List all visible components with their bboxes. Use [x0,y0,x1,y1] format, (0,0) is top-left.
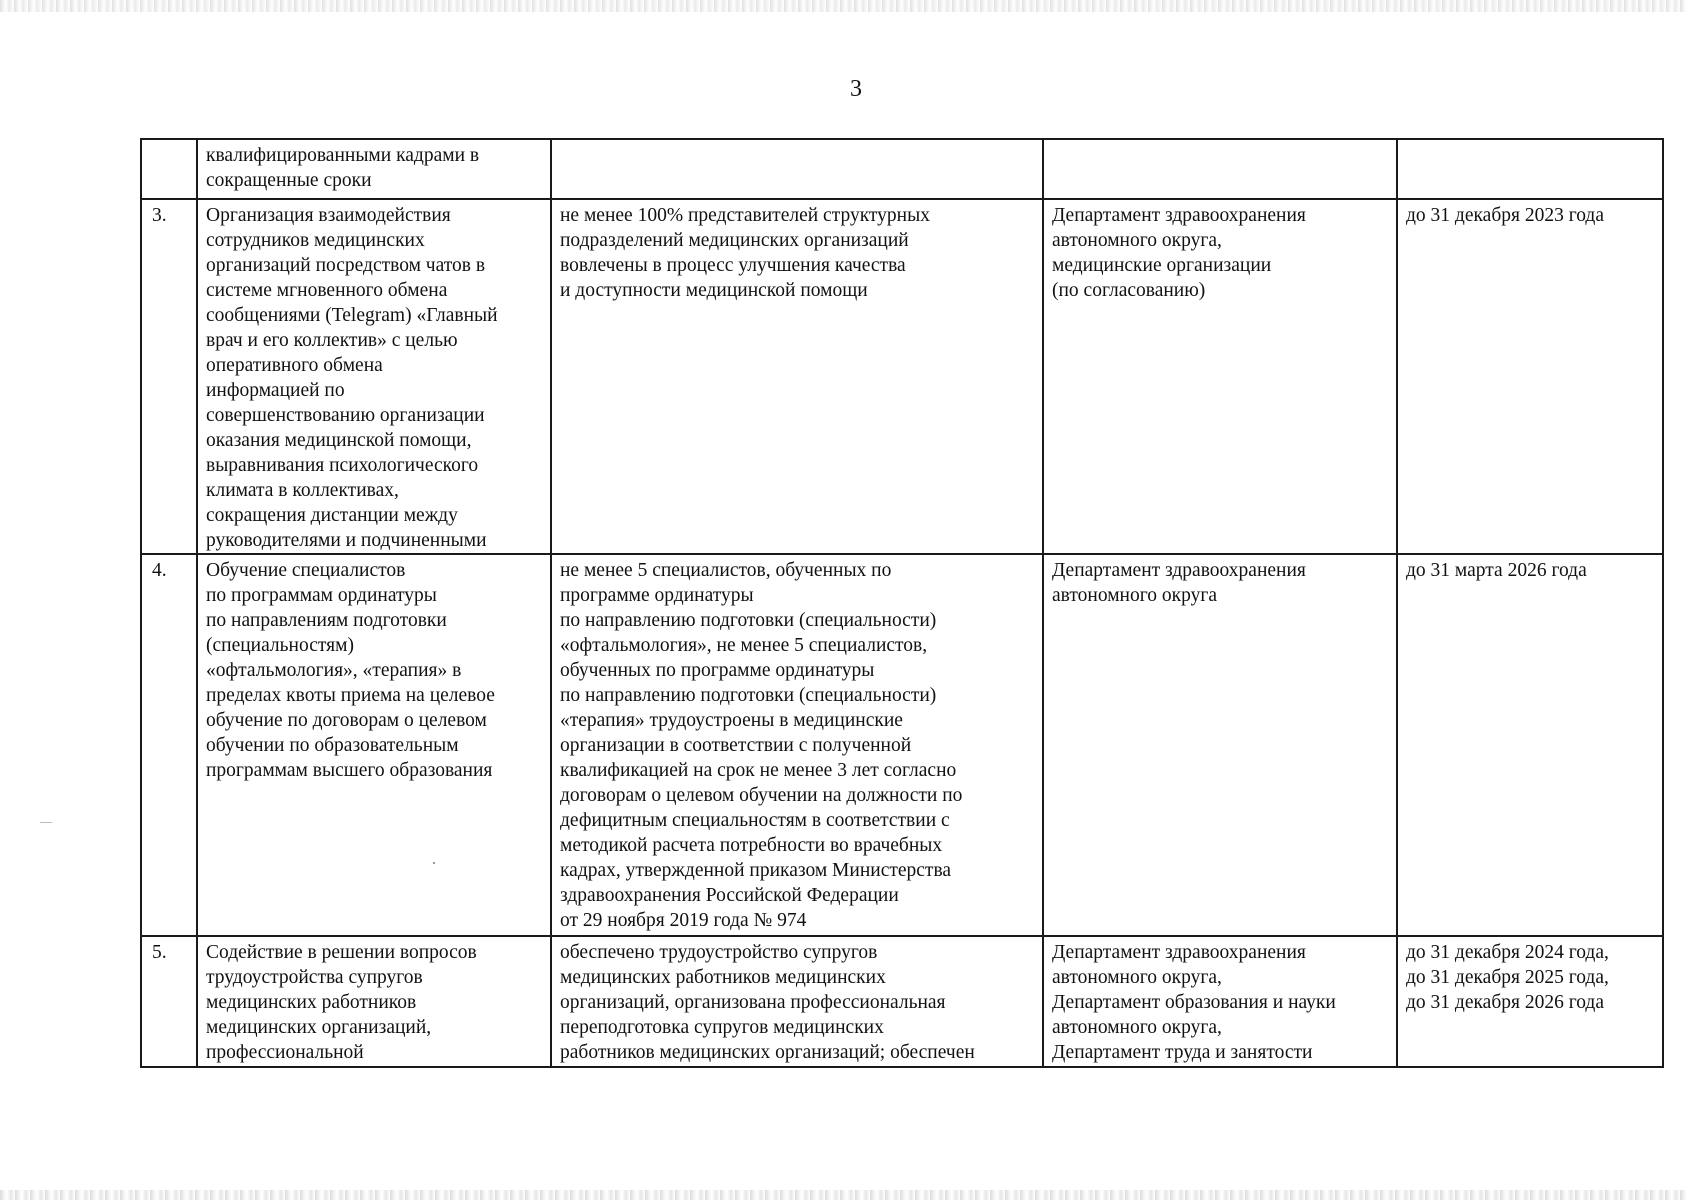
row-number-cell: 3. [141,199,197,554]
table-row [141,936,1663,1067]
deadline-cell: до 31 декабря 2024 года, до 31 декабря 2025 года, до 31 декабря 2026 года [1397,936,1663,1067]
margin-mark [40,822,52,823]
result-cell: не менее 100% представителей структурных подразделений медицинских организаций вовлечены в процесс улучшения качества и доступности медицинской помощи [551,199,1043,554]
row-number-cell [141,139,197,199]
deadline-cell: до 31 марта 2026 года [1397,554,1663,936]
scan-edge-bottom [0,1190,1686,1200]
scan-edge-top [0,0,1686,12]
scan-speck [433,862,435,864]
activity-cell: квалифицированными кадрами в сокращенные сроки [197,139,551,199]
result-cell [551,139,1043,199]
responsible-cell: Департамент здравоохранения автономного округа, Департамент образования и науки автономного округа, Департамент труда и занятости [1043,936,1397,1067]
activity-cell: Организация взаимодействия сотрудников медицинских организаций посредством чатов в системе мгновенного обмена сообщениями (Telegram) «Главный врач и его коллектив» с целью оперативного обмена информацией по совершенствованию организации оказания медицинской помощи, выравнивания психологического климата в коллективах, сокращения дистанции между руководителями и подчиненными [197,199,551,554]
activity-cell: Содействие в решении вопросов трудоустройства супругов медицинских работников медицинских организаций, профессиональной [197,936,551,1067]
responsible-cell: Департамент здравоохранения автономного округа, медицинские организации (по согласованию) [1043,199,1397,554]
action-plan-table [140,138,1664,1068]
page-number: 3 [850,76,862,102]
responsible-cell: Департамент здравоохранения автономного округа [1043,554,1397,936]
activity-cell: Обучение специалистов по программам ординатуры по направлениям подготовки (специальностям) «офтальмология», «терапия» в пределах квоты приема на целевое обучение по договорам о целевом обучении по образовательным программам высшего образования [197,554,551,936]
table-row [141,199,1663,554]
deadline-cell: до 31 декабря 2023 года [1397,199,1663,554]
row-number-cell: 4. [141,554,197,936]
result-cell: обеспечено трудоустройство супругов медицинских работников медицинских организаций, организована профессиональная переподготовка супругов медицинских работников медицинских организаций; обеспечен [551,936,1043,1067]
table-row [141,139,1663,199]
table-row [141,554,1663,936]
row-number-cell: 5. [141,936,197,1067]
responsible-cell [1043,139,1397,199]
result-cell: не менее 5 специалистов, обученных по программе ординатуры по направлению подготовки (специальности) «офтальмология», не менее 5 специалистов, обученных по программе ординатуры по направлению подготовки (специальности) «терапия» трудоустроены в медицинские организации в соответствии с полученной квалификацией на срок не менее 3 лет согласно договорам о целевом обучении на должности по дефицитным специальностям в соответствии с методикой расчета потребности во врачебных кадрах, утвержденной приказом Министерства здравоохранения Российской Федерации от 29 ноября 2019 года № 974 [551,554,1043,936]
deadline-cell [1397,139,1663,199]
